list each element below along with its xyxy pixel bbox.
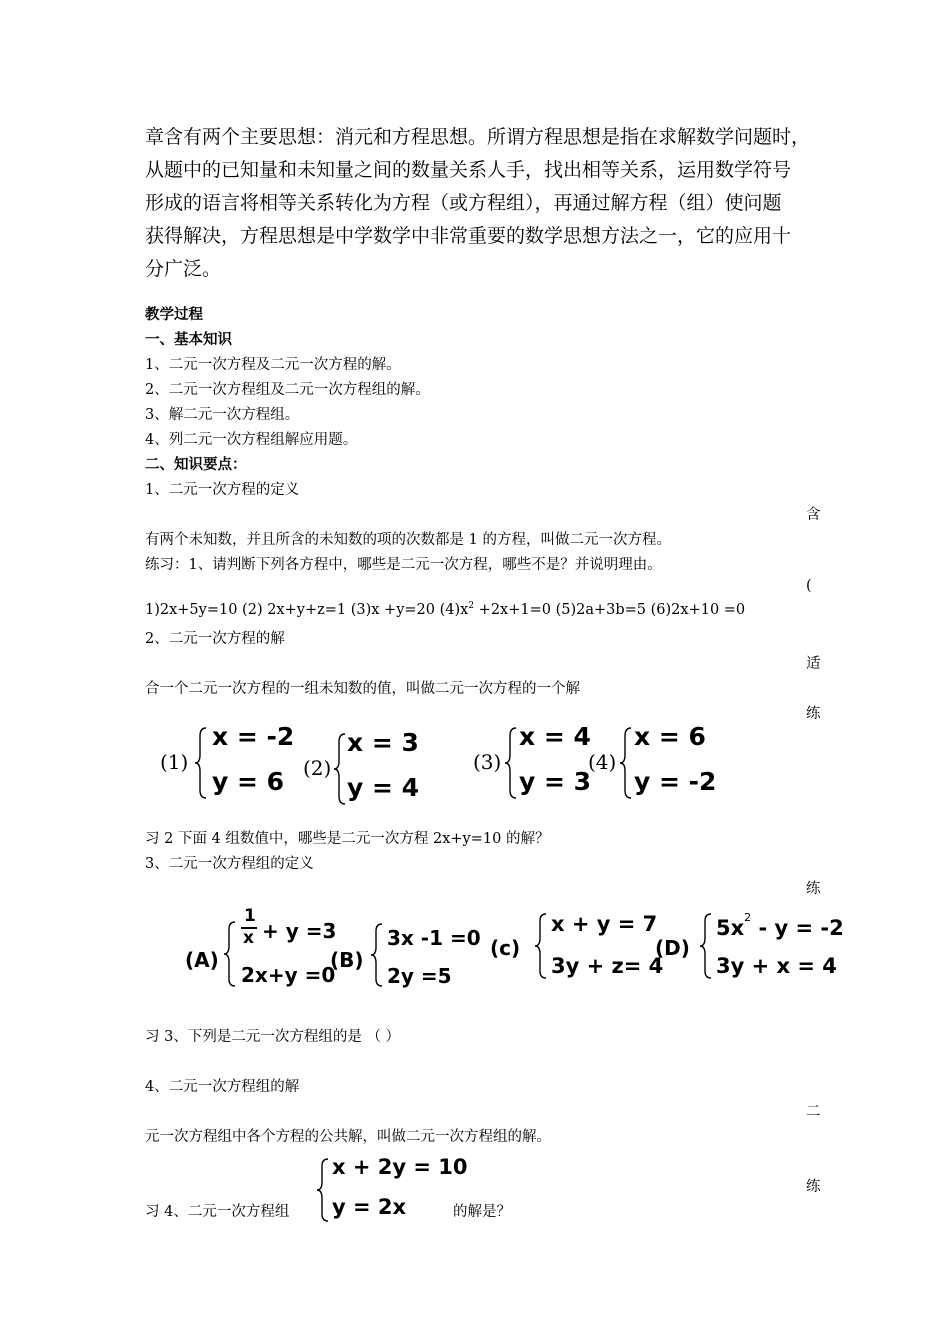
exercise-3: 习 3、下列是二元一次方程组的是 （ ） [145, 1029, 401, 1045]
system-top-equation: x + 2y = 10 [332, 1155, 468, 1179]
system-top-equation [716, 911, 844, 940]
system-d [655, 905, 844, 985]
solution-y: y = 4 [347, 773, 420, 802]
intro-line-3: 形成的语言将相等关系转化为方程（或方程组），再通过解方程（组）使问题 [145, 192, 782, 214]
margin-char-1: 含 [806, 507, 821, 523]
solution-set-label: (3) [473, 750, 502, 774]
point-4-title: 4、二元一次方程组的解 [145, 1079, 300, 1095]
solution-set-1 [160, 722, 295, 802]
exercise-1-exponent: 2 [468, 601, 475, 611]
exercise-4-suffix: 的解是？ [453, 1204, 511, 1220]
solution-x: x = 4 [519, 722, 591, 751]
system-label: (c) [490, 936, 521, 960]
exercise-1-equations-part-b: +2x+1=0 (5)2a+3b=5 (6)2x+10 =0 [474, 602, 746, 618]
definition-system-solution: 元一次方程组中各个方程的公共解，叫做二元一次方程组的解。 [145, 1129, 551, 1145]
solution-y: y = 6 [212, 767, 285, 796]
system-label: (D) [655, 936, 690, 960]
exercise-4-prefix: 习 4、二元一次方程组 [145, 1204, 290, 1220]
margin-char-7: 练 [806, 1179, 821, 1195]
definition-solution: 合一个二元一次方程的一组未知数的值，叫做二元一次方程的一个解 [145, 681, 580, 697]
system-top-equation-rest: - y = -2 [751, 916, 844, 940]
margin-char-3: 适 [806, 656, 821, 672]
system-b [330, 920, 480, 990]
brace-icon [699, 912, 713, 980]
intro-line-4: 获得解决，方程思想是中学数学中非常重要的数学思想方法之一，它的应用十 [145, 225, 792, 247]
brace-icon [619, 726, 633, 800]
system-top-equation: 3x -1 =0 [387, 926, 481, 950]
point-3-title: 3、二元一次方程组的定义 [145, 856, 314, 872]
basic-item-1: 1、二元一次方程及二元一次方程的解。 [145, 357, 401, 373]
fraction-numerator: 1 [244, 906, 256, 926]
brace-icon [534, 912, 548, 980]
margin-char-4: 练 [806, 706, 821, 722]
point-2-title: 2、二元一次方程的解 [145, 631, 285, 647]
margin-char-2: ( [806, 578, 812, 594]
exercise-1-equations-part-a: 1)2x+5y=10 (2) 2x+y+z=1 (3)x +y=20 (4)x [145, 602, 469, 618]
exercise-4-system [316, 1155, 466, 1225]
brace-icon [370, 922, 384, 988]
solution-x: x = 6 [634, 722, 706, 751]
solution-x: x = -2 [212, 722, 295, 751]
section-key-points: 二、知识要点： [145, 456, 247, 473]
section-basic-knowledge: 一、基本知识 [145, 331, 232, 348]
exercise-2: 习 2 下面 4 组数值中，哪些是二元一次方程 2x+y=10 的解？ [145, 831, 550, 847]
solution-set-3 [473, 722, 593, 802]
system-label: (B) [330, 948, 364, 972]
basic-item-4: 4、列二元一次方程组解应用题。 [145, 432, 358, 448]
brace-icon [223, 920, 237, 988]
solution-set-2 [303, 728, 423, 808]
system-bottom-equation: 3y + x = 4 [716, 954, 837, 978]
heading-teaching-process: 教学过程 [145, 306, 203, 323]
solution-set-label: (2) [303, 756, 332, 780]
system-top-exponent: 2 [744, 911, 752, 924]
margin-char-5: 练 [806, 881, 821, 897]
solution-x: x = 3 [347, 728, 419, 757]
system-top-equation-base: 5x [716, 916, 745, 940]
intro-line-5: 分广泛。 [145, 258, 222, 280]
exercise-1-prompt: 练习：1、请判断下列各方程中，哪些是二元一次方程，哪些不是？并说明理由。 [145, 557, 662, 573]
system-bottom-equation: 3y + z= 4 [551, 954, 664, 978]
basic-item-3: 3、解二元一次方程组。 [145, 407, 300, 423]
system-bottom-equation: y = 2x [332, 1195, 407, 1219]
intro-line-1: 章含有两个主要思想：消元和方程思想。所谓方程思想是指在求解数学问题时， [145, 126, 811, 148]
fraction-denominator: x [243, 928, 254, 948]
solution-y: y = 3 [519, 767, 592, 796]
solution-set-4 [588, 722, 718, 802]
solution-y: y = -2 [634, 767, 717, 796]
intro-line-2: 从题中的已知量和未知量之间的数量关系人手，找出相等关系，运用数学符号 [145, 159, 792, 181]
brace-icon [316, 1157, 330, 1223]
solution-set-label: (4) [588, 750, 617, 774]
system-top-equation: + y =3 [262, 919, 337, 943]
system-c [490, 910, 664, 985]
system-label: (A) [185, 948, 219, 972]
exercise-1-equations [145, 601, 745, 618]
margin-char-6: 二 [806, 1104, 821, 1120]
brace-icon [504, 726, 518, 800]
system-a [185, 908, 335, 993]
system-bottom-equation: 2x+y =0 [241, 963, 336, 987]
definition-equation: 有两个未知数，并且所含的未知数的项的次数都是 1 的方程，叫做二元一次方程。 [145, 532, 671, 548]
point-1-title: 1、二元一次方程的定义 [145, 482, 300, 498]
brace-icon [194, 726, 208, 800]
basic-item-2: 2、二元一次方程组及二元一次方程组的解。 [145, 382, 430, 398]
brace-icon [333, 732, 347, 806]
system-top-equation: x + y = 7 [551, 912, 658, 936]
solution-set-label: (1) [160, 750, 189, 774]
system-bottom-equation: 2y =5 [387, 964, 452, 988]
